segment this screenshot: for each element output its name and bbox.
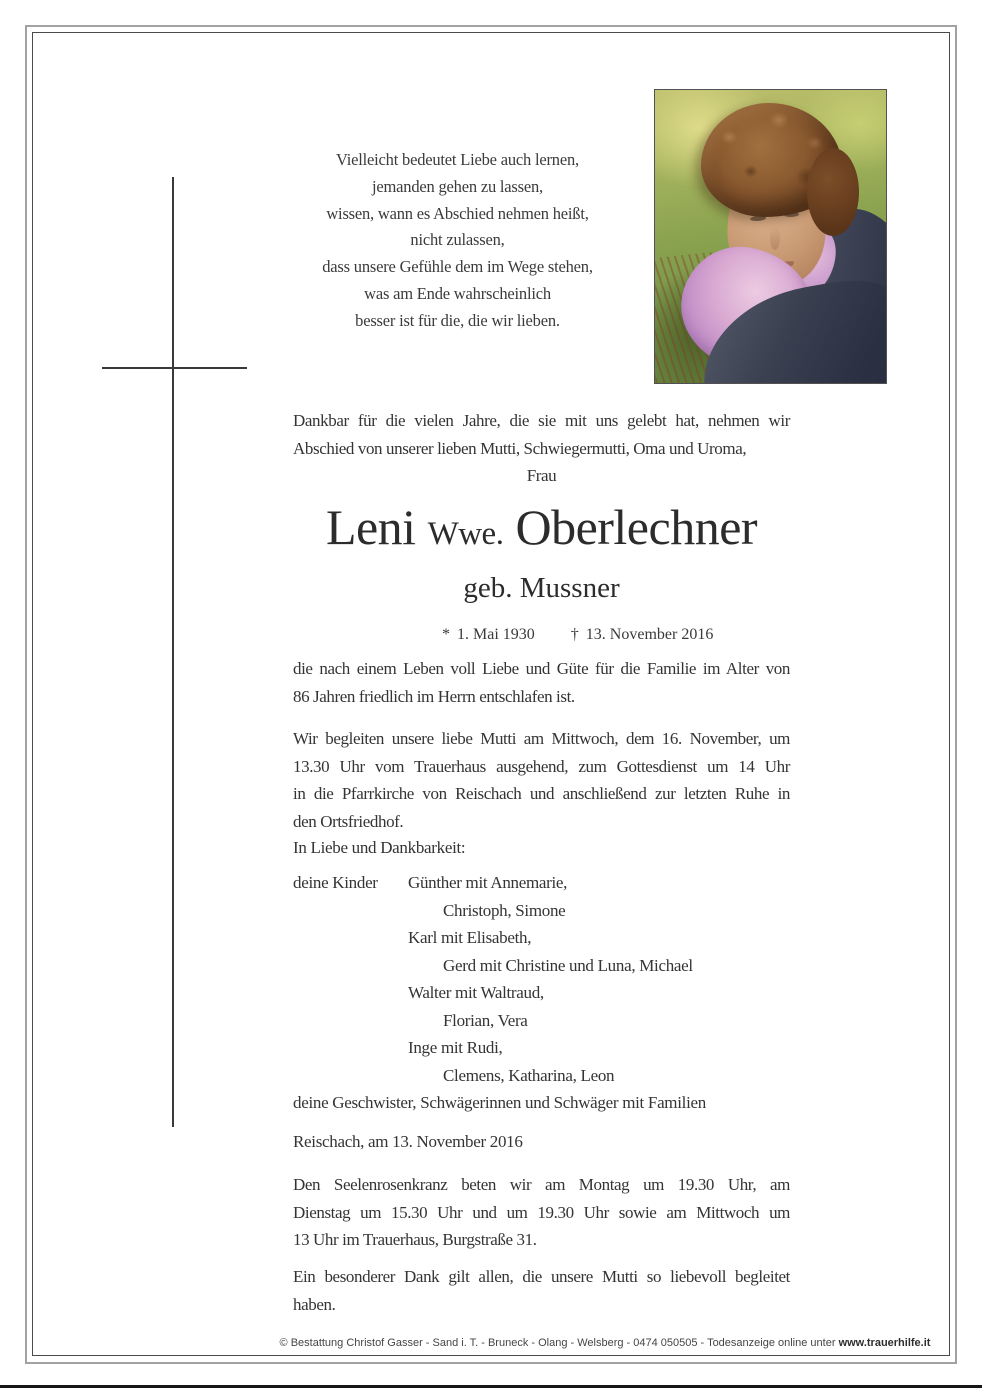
- family-member-names: Inge mit Rudi,: [408, 1038, 503, 1057]
- family-member-names: Günther mit Annemarie,: [408, 873, 568, 892]
- family-member-names: Clemens, Katharina, Leon: [443, 1065, 615, 1085]
- memorial-poem: [285, 147, 630, 335]
- text-line: Dankbar für die vielen Jahre, die sie mit uns gelebt hat, nehmen wir: [293, 411, 790, 430]
- family-line: [293, 1062, 853, 1090]
- family-member-names: Florian, Vera: [443, 1010, 528, 1030]
- family-line: [293, 952, 853, 980]
- text-line: 13 Uhr im Trauerhaus, Burgstraße 31.: [293, 1230, 537, 1249]
- family-heading: In Liebe und Dankbarkeit:: [293, 838, 466, 857]
- place-and-date: Reischach, am 13. November 2016: [293, 1132, 523, 1151]
- funeral-home-footer: [260, 1337, 950, 1349]
- text-line: 86 Jahren friedlich im Herrn entschlafen ist.: [293, 686, 575, 706]
- portrait-photo: [654, 89, 887, 384]
- portrait-nose: [770, 226, 780, 250]
- text-line: in die Pfarrkirche von Reischach und anschließend zur letzten Ruhe in: [293, 784, 790, 803]
- deceased-widow-title: Wwe.: [427, 516, 504, 552]
- memorial-cross-horizontal-line: [102, 367, 247, 369]
- text-line: Abschied von unserer lieben Mutti, Schwiegermutti, Oma und Uroma,: [293, 438, 747, 458]
- text-line: Den Seelenrosenkranz beten wir am Montag um 19.30 Uhr, am: [293, 1175, 790, 1194]
- deceased-first-name: Leni: [325, 499, 416, 555]
- family-line: [293, 1089, 853, 1117]
- text-line: Vielleicht bedeutet Liebe auch lernen,: [336, 150, 579, 169]
- family-line: [293, 1007, 853, 1035]
- family-member-names: Gerd mit Christine und Luna, Michael: [443, 955, 693, 975]
- death-date: 13. November 2016: [585, 626, 714, 643]
- bottom-edge-bar: [0, 1385, 982, 1388]
- family-line: [293, 1034, 853, 1062]
- rosary-paragraph: [293, 1171, 790, 1254]
- text-line: Dienstag um 15.30 Uhr und um 19.30 Uhr sowie am Mittwoch um: [293, 1202, 790, 1222]
- text-line: was am Ende wahrscheinlich: [364, 283, 551, 303]
- text-line: Ein besonderer Dank gilt allen, die unsere Mutti so liebevoll begleitet: [293, 1267, 790, 1286]
- text-line: haben.: [293, 1294, 336, 1314]
- portrait-hair-side: [807, 148, 859, 236]
- footer-website: www.trauerhilfe.it: [838, 1337, 931, 1349]
- family-line: [293, 897, 853, 925]
- text-line: den Ortsfriedhof.: [293, 811, 404, 831]
- deceased-name-block: [293, 498, 790, 605]
- funeral-paragraph: [293, 725, 790, 835]
- deceased-last-name: Oberlechner: [515, 499, 758, 555]
- family-member-names: deine Geschwister, Schwägerinnen und Schwäger mit Familien: [293, 1093, 706, 1112]
- memorial-cross-vertical-line: [172, 177, 174, 1127]
- text-line: nicht zulassen,: [410, 230, 505, 250]
- text-line: wissen, wann es Abschied nehmen heißt,: [326, 203, 589, 223]
- family-member-names: Walter mit Waltraud,: [408, 983, 544, 1002]
- family-member-names: Christoph, Simone: [443, 900, 566, 920]
- birth-date-entry: [442, 626, 535, 644]
- birth-star-icon: *: [442, 626, 450, 643]
- family-children-label: deine Kinder: [293, 873, 378, 892]
- text-line: besser ist für die, die wir lieben.: [355, 310, 560, 330]
- birth-date: 1. Mai 1930: [457, 626, 535, 643]
- deceased-maiden-name: geb. Mussner: [463, 572, 620, 604]
- footer-text: © Bestattung Christof Gasser - Sand i. T. - Bruneck - Olang - Welsberg - 0474 050505 - Todesanzeige online unter: [279, 1337, 839, 1349]
- family-list: [293, 869, 853, 1117]
- text-line: jemanden gehen zu lassen,: [372, 176, 543, 196]
- announcement-intro: [293, 407, 790, 490]
- deceased-name: [293, 498, 790, 563]
- text-line: Wir begleiten unsere liebe Mutti am Mittwoch, dem 16. November, um: [293, 729, 790, 748]
- family-line: [293, 979, 853, 1007]
- thanks-paragraph: [293, 1263, 790, 1318]
- intro-last-line: Frau: [526, 466, 557, 485]
- text-line: dass unsere Gefühle dem im Wege stehen,: [322, 257, 593, 277]
- text-line: die nach einem Leben voll Liebe und Güte für die Familie im Alter von: [293, 659, 790, 678]
- death-notice-paragraph: [293, 655, 790, 710]
- death-cross-icon: †: [570, 626, 579, 643]
- family-member-names: Karl mit Elisabeth,: [408, 928, 532, 947]
- life-dates: [442, 626, 713, 644]
- text-line: 13.30 Uhr vom Trauerhaus ausgehend, zum Gottesdienst um 14 Uhr: [293, 756, 790, 776]
- family-line: [293, 924, 853, 952]
- death-date-entry: [571, 626, 714, 644]
- family-line: [293, 869, 853, 897]
